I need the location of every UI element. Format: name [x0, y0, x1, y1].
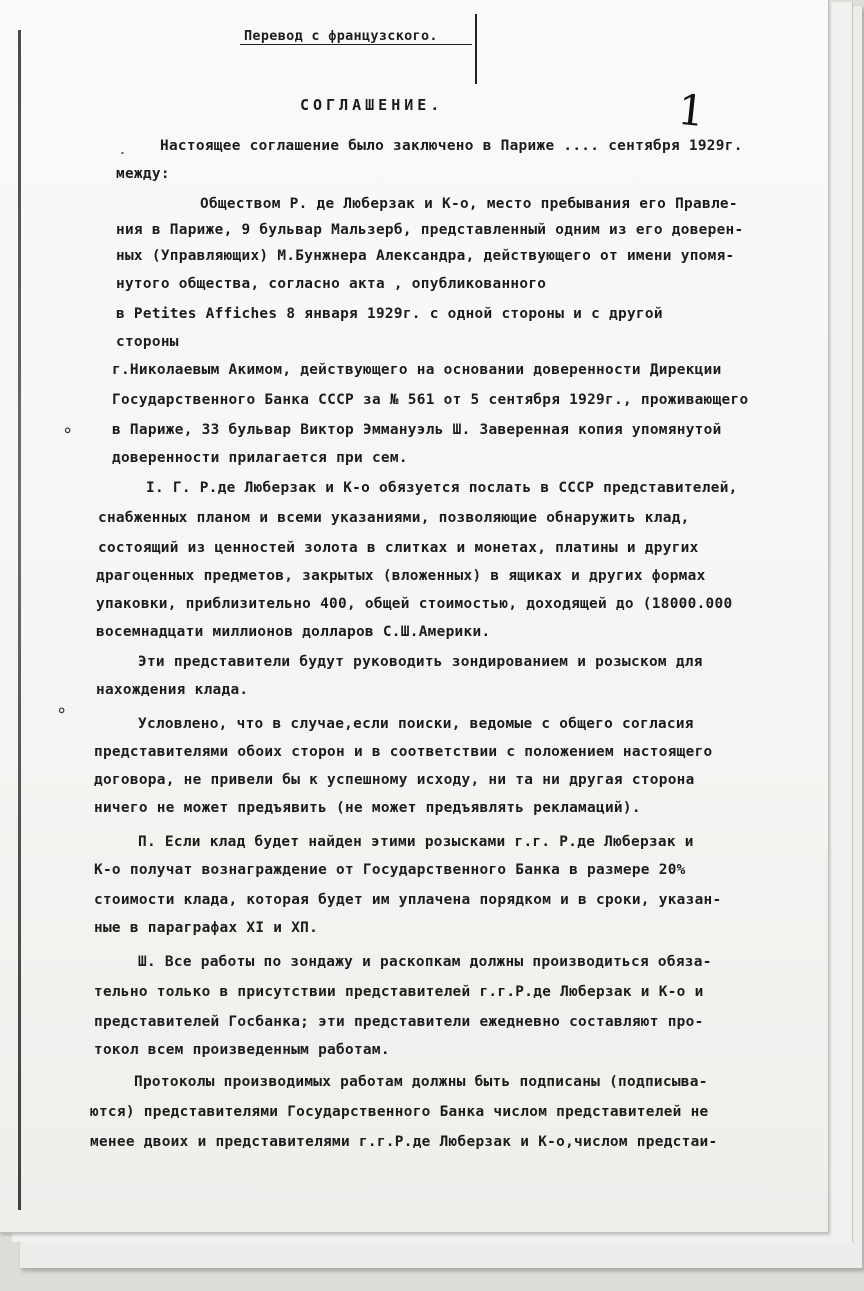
line-33: Протоколы производимых работам должны быть подписаны (подписыва-: [134, 1074, 708, 1090]
line-23: договора, не привели бы к успешному исходу, ни та ни другая сторона: [94, 772, 695, 788]
left-margin-line: [18, 30, 21, 1210]
line-21: Условлено, что в случае,если поиски, ведомые с общего согласия: [138, 716, 694, 732]
handwritten-page-number: 1: [675, 84, 708, 137]
line-14: снабженных планом и всеми указаниями, позволяющие обнаружить клад,: [98, 510, 690, 526]
line-32: токол всем произведенным работам.: [94, 1042, 390, 1058]
line-6: нутого общества, согласно акта , опубликованного: [116, 276, 547, 292]
line-9: г.Николаевым Акимом, действующего на основании доверенности Дирекции: [112, 362, 722, 378]
line-8: стороны: [116, 334, 179, 350]
line-10: Государственного Банка СССР за № 561 от 5 сентября 1929г., проживающего: [112, 392, 749, 408]
line-7: в Petites Affiches 8 января 1929г. с одной стороны и с другой: [116, 306, 663, 322]
translation-note: Перевод с французского.: [244, 28, 438, 44]
line-24: ничего не может предъявить (не может предъявлять рекламаций).: [94, 800, 641, 816]
header-vertical-rule: [475, 14, 477, 84]
margin-tick-mark: ˙: [118, 150, 127, 171]
line-20: нахождения клада.: [96, 682, 249, 698]
line-27: стоимости клада, которая будет им уплачена порядком и в сроки, указан-: [94, 892, 722, 908]
header-underline: [240, 44, 472, 45]
line-19: Эти представители будут руководить зондированием и розыском для: [138, 654, 703, 670]
line-5: ных (Управляющих) М.Бунжнера Александра, действующего от имени упомя-: [116, 248, 735, 264]
line-31: представителей Госбанка; эти представители ежедневно составляют про-: [94, 1014, 704, 1030]
line-18: восемнадцати миллионов долларов С.Ш.Америки.: [96, 624, 491, 640]
line-15: состоящий из ценностей золота в слитках и монетах, платины и других: [98, 540, 699, 556]
line-12: доверенности прилагается при сем.: [112, 450, 408, 466]
line-22: представителями обоих сторон и в соответствии с положением настоящего: [94, 744, 713, 760]
line-13: I. Г. Р.де Люберзак и К-о обязуется послать в СССР представителей,: [146, 480, 738, 496]
line-30: тельно только в присутствии представителей г.г.Р.де Люберзак и К-о и: [94, 984, 704, 1000]
line-16: драгоценных предметов, закрытых (вложенных) в ящиках и других формах: [96, 568, 706, 584]
line-1: Настоящее соглашение было заключено в Париже .... сентября 1929г.: [160, 138, 743, 154]
line-4: ния в Париже, 9 бульвар Мальзерб, представленный одним из его доверен-: [116, 222, 744, 238]
margin-hook-mark: ∘: [56, 700, 68, 721]
line-34: ются) представителями Государственного Банка числом представителей не: [90, 1104, 709, 1120]
line-2: между:: [116, 166, 170, 182]
line-11: в Париже, 33 бульвар Виктор Эммануэль Ш. Заверенная копия упомянутой: [112, 422, 722, 438]
line-17: упаковки, приблизительно 400, общей стоимостью, доходящей до (18000.000: [96, 596, 733, 612]
line-26: К-о получат вознаграждение от Государственного Банка в размере 20%: [94, 862, 686, 878]
line-28: ные в параграфах XI и XП.: [94, 920, 319, 936]
document-title: СОГЛАШЕНИЕ.: [300, 96, 444, 114]
line-29: Ш. Все работы по зондажу и раскопкам должны производиться обяза-: [138, 954, 712, 970]
margin-hook-mark: ∘: [62, 420, 74, 441]
line-25: П. Если клад будет найден этими розысками г.г. Р.де Люберзак и: [138, 834, 694, 850]
line-35: менее двоих и представителями г.г.Р.де Люберзак и К-о,числом предстаи-: [90, 1134, 718, 1150]
line-3: Обществом Р. де Люберзак и К-о, место пребывания его Правле-: [200, 196, 738, 212]
